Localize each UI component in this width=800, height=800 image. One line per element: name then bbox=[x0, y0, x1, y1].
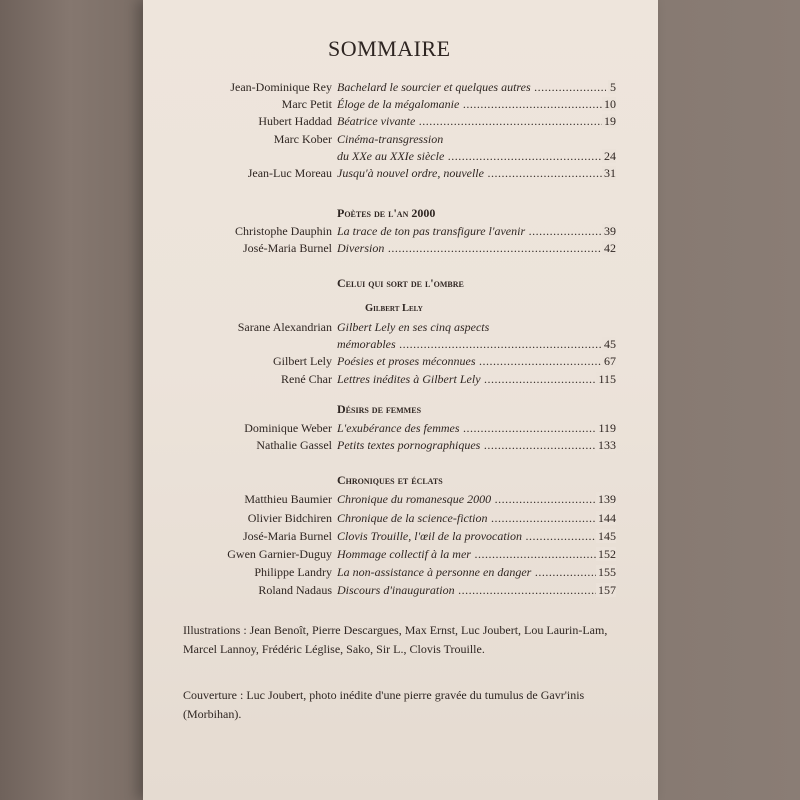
toc-author: Gwen Garnier-Duguy bbox=[227, 547, 332, 561]
toc-entry bbox=[143, 420, 658, 436]
toc-entry bbox=[143, 353, 658, 369]
toc-page-number: 10 bbox=[604, 97, 616, 111]
toc-author: José-Maria Burnel bbox=[243, 241, 332, 255]
toc-author: Matthieu Baumier bbox=[244, 492, 332, 506]
toc-author: Gilbert Lely bbox=[273, 354, 332, 368]
toc-page-number: 145 bbox=[598, 529, 616, 543]
cover-credits: Couverture : Luc Joubert, photo inédite d'une pierre gravée du tumulus de Gavr'inis (Morbihan). bbox=[183, 688, 585, 721]
toc-work: Clovis Trouille, l'œil de la provocation ..... bbox=[337, 528, 606, 544]
toc-work: Bachelard le sourcier et quelques autres ..... bbox=[337, 79, 606, 95]
toc-author: René Char bbox=[281, 372, 332, 386]
toc-author: Marc Petit bbox=[281, 97, 332, 111]
toc-author: Olivier Bidchiren bbox=[247, 511, 332, 525]
subsection-heading: Gilbert Lely bbox=[365, 303, 423, 314]
toc-page-number: 24 bbox=[604, 149, 616, 163]
toc-entry bbox=[143, 319, 658, 335]
toc-page-number: 39 bbox=[604, 224, 616, 238]
section-heading: Désirs de femmes bbox=[337, 402, 422, 416]
toc-author: Roland Nadaus bbox=[258, 583, 332, 597]
toc-page-number: 19 bbox=[604, 114, 616, 128]
toc-work: Diversion ..... bbox=[337, 240, 606, 256]
toc-entry bbox=[143, 564, 658, 580]
toc-work: mémorables ..... bbox=[337, 336, 606, 352]
toc-page-number: 155 bbox=[598, 565, 616, 579]
toc-entry bbox=[143, 240, 658, 256]
toc-entry bbox=[143, 437, 658, 453]
toc-entry bbox=[143, 582, 658, 598]
illustrations-credits: Illustrations : Jean Benoît, Pierre Descargues, Max Ernst, Luc Joubert, Lou Laurin-Lam, Marcel Lannoy, Frédéric Léglise, Sako, Sir L., Clovis Trouille. bbox=[183, 623, 608, 656]
toc-author: Sarane Alexandrian bbox=[237, 320, 332, 334]
section-heading: Poètes de l'an 2000 bbox=[337, 206, 436, 220]
toc-entry bbox=[143, 79, 658, 95]
toc-entry bbox=[143, 165, 658, 181]
toc-entry bbox=[143, 510, 658, 526]
toc-work: Éloge de la mégalomanie ..... bbox=[337, 96, 606, 112]
toc-entry bbox=[143, 131, 658, 147]
toc-work: L'exubérance des femmes ..... bbox=[337, 420, 606, 436]
toc-entry bbox=[143, 96, 658, 112]
toc-entry bbox=[143, 336, 658, 352]
toc-work: Cinéma-transgression bbox=[337, 132, 444, 146]
section-heading: Celui qui sort de l'ombre bbox=[337, 276, 464, 290]
toc-page-number: 152 bbox=[598, 547, 616, 561]
toc-author: Jean-Luc Moreau bbox=[247, 166, 332, 180]
toc-page-number: 119 bbox=[598, 421, 616, 435]
toc-page-number: 157 bbox=[598, 583, 616, 597]
toc-author: Christophe Dauphin bbox=[235, 224, 332, 238]
book-page bbox=[143, 0, 658, 800]
toc-page-number: 31 bbox=[604, 166, 616, 180]
toc-work: Lettres inédites à Gilbert Lely ..... bbox=[337, 371, 606, 387]
toc-page-number: 115 bbox=[598, 372, 616, 386]
toc-work: La non-assistance à personne en danger ..... bbox=[337, 564, 606, 580]
toc-work: du XXe au XXIe siècle ..... bbox=[337, 148, 606, 164]
toc-page-number: 144 bbox=[598, 511, 616, 525]
section-heading: Chroniques et éclats bbox=[337, 473, 443, 487]
toc-author: Philippe Landry bbox=[254, 565, 332, 579]
toc-entry bbox=[143, 371, 658, 387]
toc-entry bbox=[143, 546, 658, 562]
toc-entry bbox=[143, 491, 658, 507]
toc-page-number: 133 bbox=[598, 438, 616, 452]
toc-work: Poésies et proses méconnues ..... bbox=[337, 353, 606, 369]
toc-page-number: 5 bbox=[610, 80, 616, 94]
toc-author: Hubert Haddad bbox=[258, 114, 332, 128]
toc-work: Chronique de la science-fiction ..... bbox=[337, 510, 606, 526]
toc-entry bbox=[143, 113, 658, 129]
toc-page-number: 45 bbox=[604, 337, 616, 351]
toc-page-number: 139 bbox=[598, 492, 616, 506]
toc-entry bbox=[143, 528, 658, 544]
toc-entry bbox=[143, 148, 658, 164]
toc-work: Gilbert Lely en ses cinq aspects bbox=[337, 320, 490, 334]
toc-page-number: 42 bbox=[604, 241, 616, 255]
toc-entry bbox=[143, 223, 658, 239]
toc-work: Chronique du romanesque 2000 ..... bbox=[337, 491, 606, 507]
toc-work: Discours d'inauguration ..... bbox=[337, 582, 606, 598]
toc-author: Nathalie Gassel bbox=[256, 438, 332, 452]
toc-work: Béatrice vivante ..... bbox=[337, 113, 606, 129]
toc-work: Petits textes pornographiques ..... bbox=[337, 437, 606, 453]
toc-author: José-Maria Burnel bbox=[243, 529, 332, 543]
toc-author: Marc Kober bbox=[273, 132, 332, 146]
toc-page-number: 67 bbox=[604, 354, 616, 368]
toc-author: Jean-Dominique Rey bbox=[230, 80, 332, 94]
toc-author: Dominique Weber bbox=[244, 421, 332, 435]
toc-work: La trace de ton pas transfigure l'avenir ..... bbox=[337, 223, 606, 239]
toc-work: Hommage collectif à la mer ..... bbox=[337, 546, 606, 562]
toc-work: Jusqu'à nouvel ordre, nouvelle ..... bbox=[337, 165, 606, 181]
page-title: SOMMAIRE bbox=[328, 36, 451, 61]
